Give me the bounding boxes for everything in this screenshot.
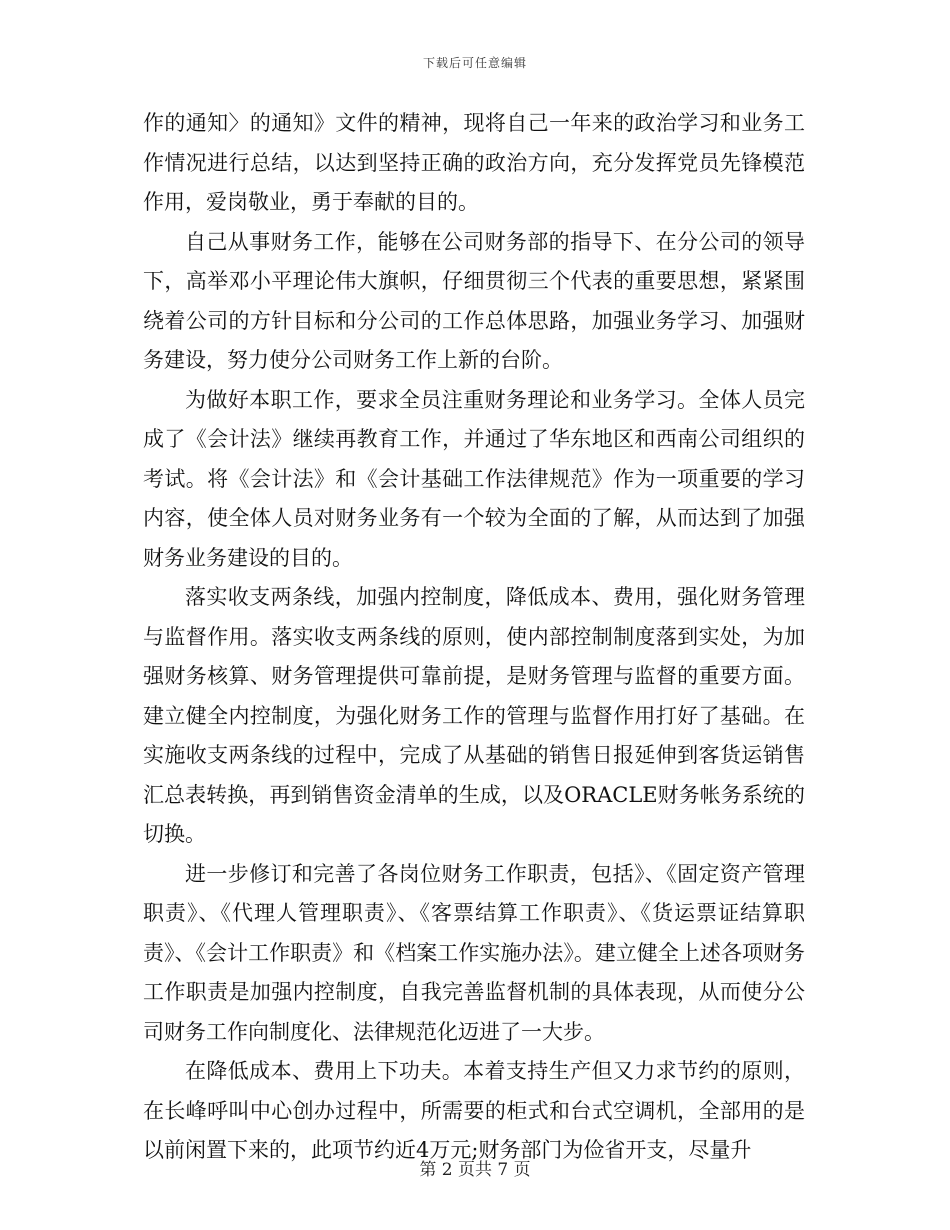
- paragraph: 作的通知〉的通知》文件的精神，现将自己一年来的政治学习和业务工作情况进行总结，以达到坚持正确的政治方向，充分发挥党员先锋模范作用，爱岗敬业，勇于奉献的目的。: [143, 111, 805, 214]
- paragraph: 在降低成本、费用上下功夫。本着支持生产但又力求节约的原则，在长峰呼叫中心创办过程中，所需要的柜式和台式空调机，全部用的是以前闲置下来的，此项节约近4万元;财务部门为俭省开支，尽量升: [143, 1059, 805, 1162]
- document-body: [143, 104, 805, 1171]
- paragraph: 为做好本职工作，要求全员注重财务理论和业务学习。全体人员完成了《会计法》继续再教育工作，并通过了华东地区和西南公司组织的考试。将《会计法》和《会计基础工作法律规范》作为一项重要的学习内容，使全体人员对财务业务有一个较为全面的了解，从而达到了加强财务业务建设的目的。: [143, 387, 805, 570]
- paragraph: 进一步修订和完善了各岗位财务工作职责，包括》、《固定资产管理职责》、《代理人管理职责》、《客票结算工作职责》、《货运票证结算职责》、《会计工作职责》和《档案工作实施办法》。建立健全上述各项财务工作职责是加强内控制度，自我完善监督机制的具体表现，从而使分公司财务工作向制度化、法律规范化迈进了一大步。: [143, 861, 805, 1044]
- paragraph: 自己从事财务工作，能够在公司财务部的指导下、在分公司的领导下，高举邓小平理论伟大旗帜，仔细贯彻三个代表的重要思想，紧紧围绕着公司的方针目标和分公司的工作总体思路，加强业务学习、加强财务建设，努力使分公司财务工作上新的台阶。: [143, 229, 805, 372]
- paragraph: 落实收支两条线，加强内控制度，降低成本、费用，强化财务管理与监督作用。落实收支两条线的原则，使内部控制制度落到实处，为加强财务核算、财务管理提供可靠前提，是财务管理与监督的重要方面。建立健全内控制度，为强化财务工作的管理与监督作用打好了基础。在实施收支两条线的过程中，完成了从基础的销售日报延伸到客货运销售汇总表转换，再到销售资金清单的生成，以及ORACLE财务帐务系统的切换。: [143, 585, 805, 846]
- page-number-footer: 第 2 页共 7 页: [419, 1160, 531, 1180]
- page-header: 下载后可任意编辑: [422, 56, 527, 70]
